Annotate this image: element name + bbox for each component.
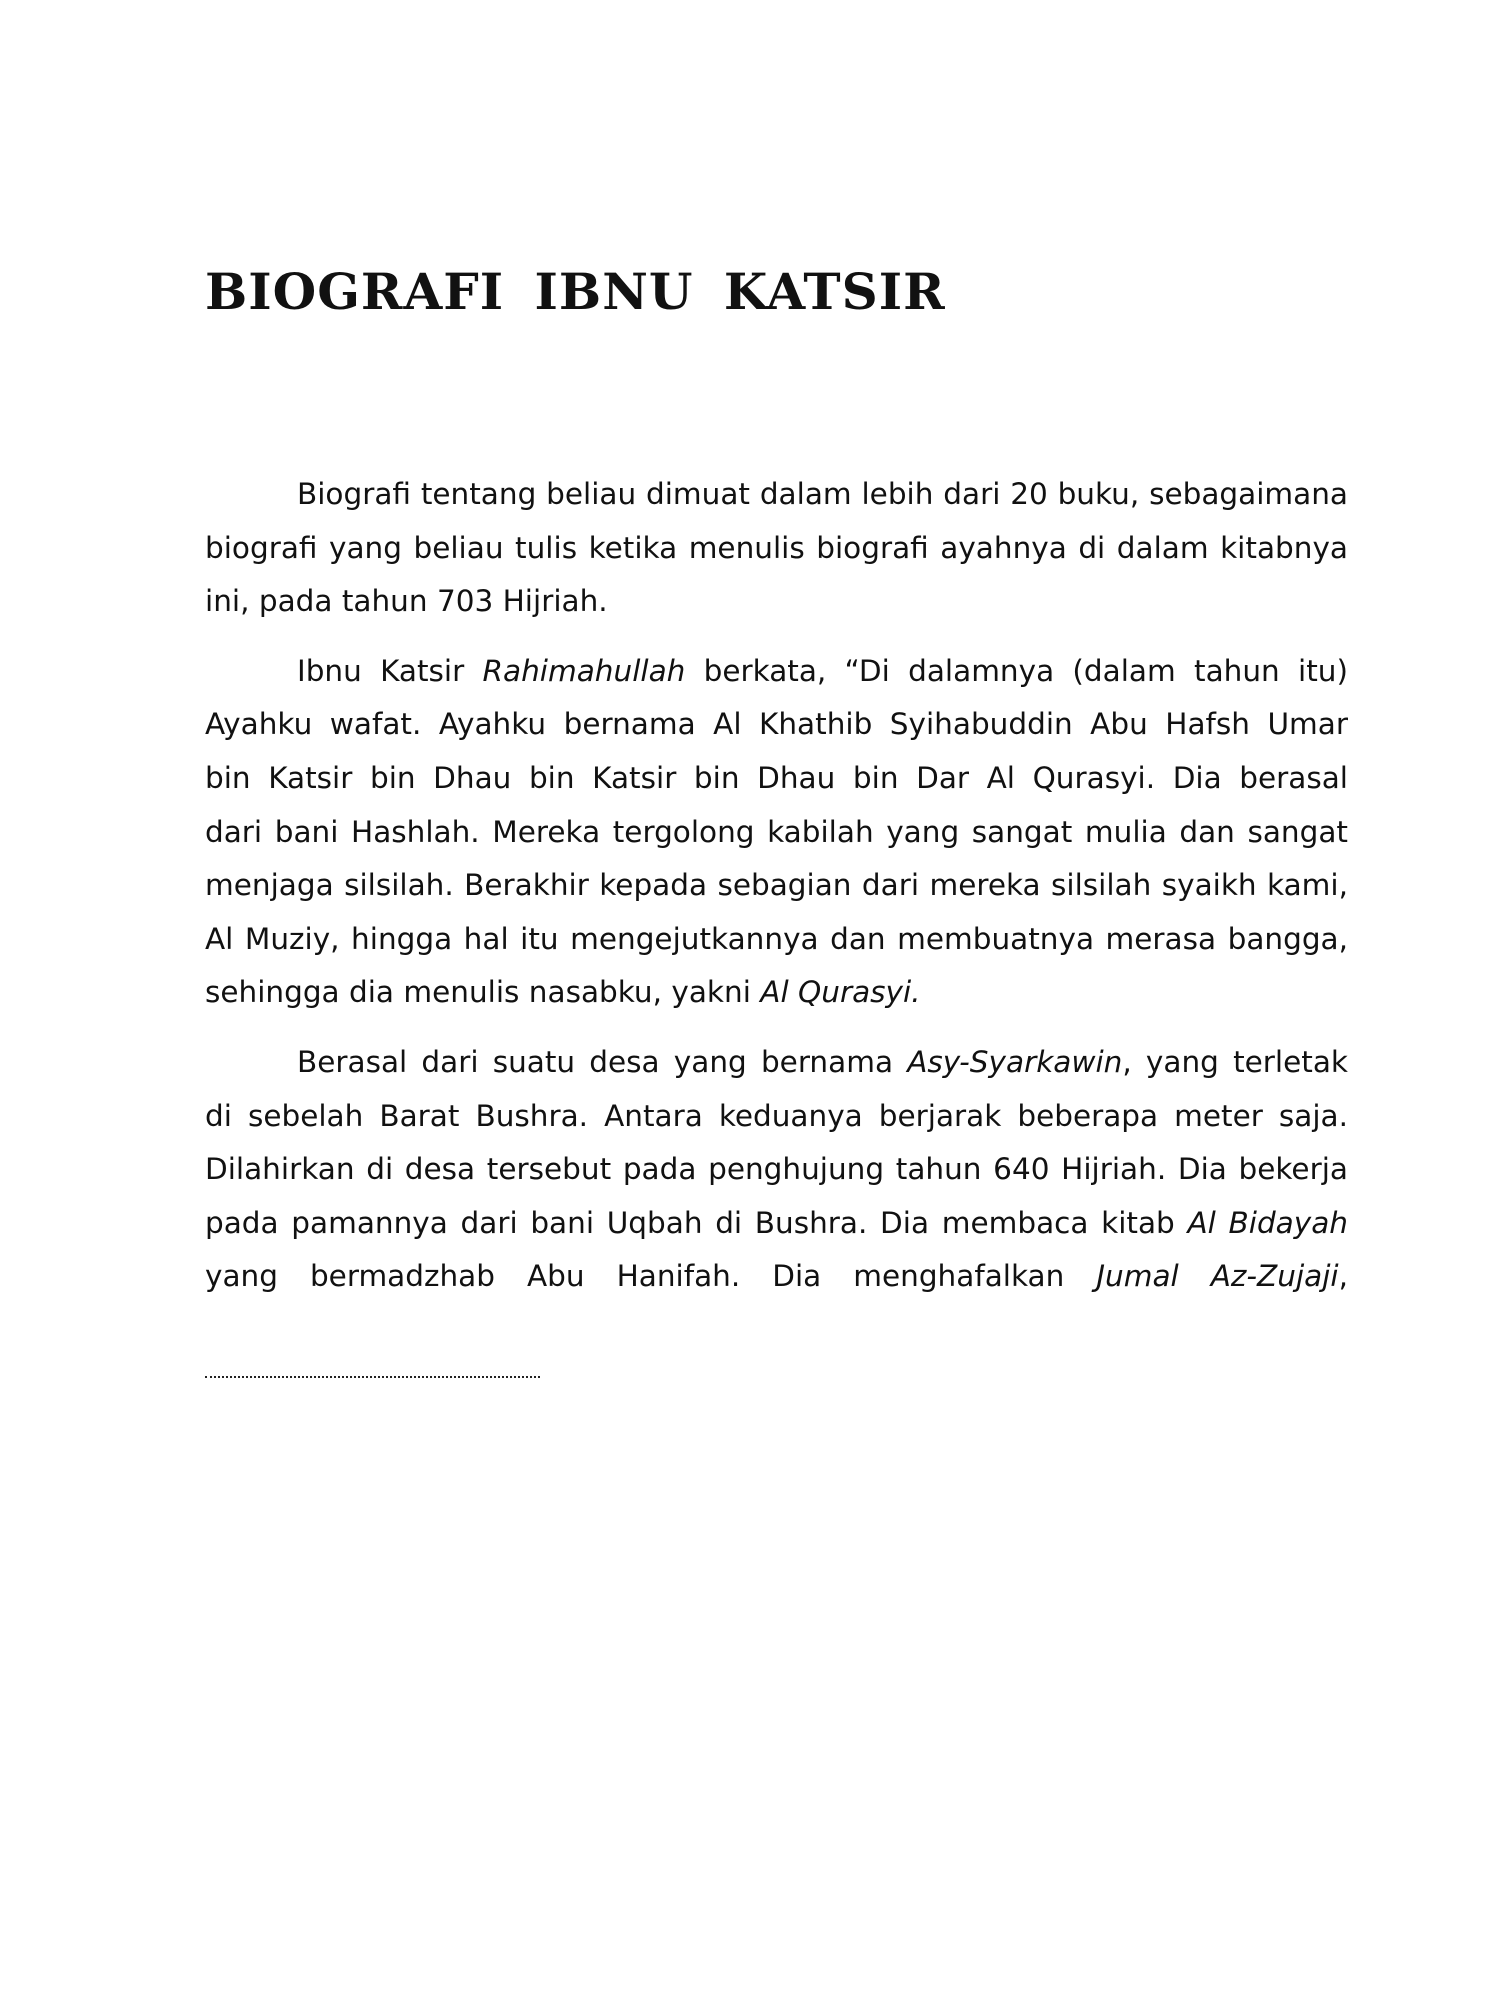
italic-term: Rahimahullah xyxy=(482,653,686,688)
text-run: bin Katsir bin Dhau bin Katsir bin Dhau bin Dar Al Qurasyi. Dia berasal xyxy=(205,760,1348,795)
text-run: ini, pada tahun 703 Hijriah. xyxy=(205,584,608,619)
text-run: Ibnu Katsir xyxy=(297,653,483,688)
text-run: biografi yang beliau tulis ketika menulis biografi ayahnya di dalam kitabnya xyxy=(205,530,1348,565)
text-line xyxy=(205,1090,1348,1144)
text-run: Biografi tentang beliau dimuat dalam lebih dari 20 buku, sebagaimana xyxy=(297,477,1348,511)
text-line xyxy=(205,859,1348,913)
text-line xyxy=(205,522,1348,576)
paragraph xyxy=(205,1036,1348,1304)
italic-term: Al Qurasyi. xyxy=(760,975,921,1010)
page-title: BIOGRAFI IBNU KATSIR xyxy=(205,262,946,321)
text-line xyxy=(205,645,1348,699)
text-run: Dilahirkan di desa tersebut pada penghujung tahun 640 Hijriah. Dia bekerja xyxy=(205,1152,1348,1187)
text-line xyxy=(205,806,1348,860)
paragraph xyxy=(205,468,1348,629)
text-line xyxy=(205,1036,1348,1090)
text-run: yang bermadzhab Abu Hanifah. Dia menghafalkan xyxy=(205,1259,1097,1294)
text-run: pada pamannya dari bani Uqbah di Bushra. Dia membaca kitab xyxy=(205,1205,1188,1240)
text-line xyxy=(205,698,1348,752)
text-line xyxy=(205,966,1348,1020)
footnote-separator xyxy=(205,1376,540,1378)
text-line xyxy=(205,468,1348,522)
paragraph xyxy=(205,645,1348,1020)
text-line xyxy=(205,1197,1348,1251)
text-run: menjaga silsilah. Berakhir kepada sebagian dari mereka silsilah syaikh kami, xyxy=(205,868,1348,903)
text-run: dari bani Hashlah. Mereka tergolong kabilah yang sangat mulia dan sangat xyxy=(205,814,1348,849)
text-run: , xyxy=(1338,1259,1349,1294)
body-text xyxy=(205,468,1348,1304)
text-run: Ayahku wafat. Ayahku bernama Al Khathib Syihabuddin Abu Hafsh Umar xyxy=(205,707,1348,742)
text-run: Berasal dari suatu desa yang bernama xyxy=(297,1044,908,1079)
italic-term: Asy-Syarkawin xyxy=(907,1044,1123,1079)
text-line xyxy=(205,575,1348,629)
text-run: , yang terletak xyxy=(1122,1044,1348,1079)
text-line xyxy=(205,1143,1348,1197)
text-line xyxy=(205,1250,1348,1304)
text-line xyxy=(205,913,1348,967)
text-run: berkata, “Di dalamnya (dalam tahun itu) xyxy=(685,653,1348,688)
text-run: di sebelah Barat Bushra. Antara keduanya berjarak beberapa meter saja. xyxy=(205,1098,1348,1133)
text-line xyxy=(205,752,1348,806)
text-run: sehingga dia menulis nasabku, yakni xyxy=(205,975,761,1010)
text-run: Al Muziy, hingga hal itu mengejutkannya dan membuatnya merasa bangga, xyxy=(205,921,1348,956)
italic-term: Al Bidayah xyxy=(1187,1205,1348,1240)
italic-term: Jumal Az-Zujaji xyxy=(1096,1259,1339,1294)
